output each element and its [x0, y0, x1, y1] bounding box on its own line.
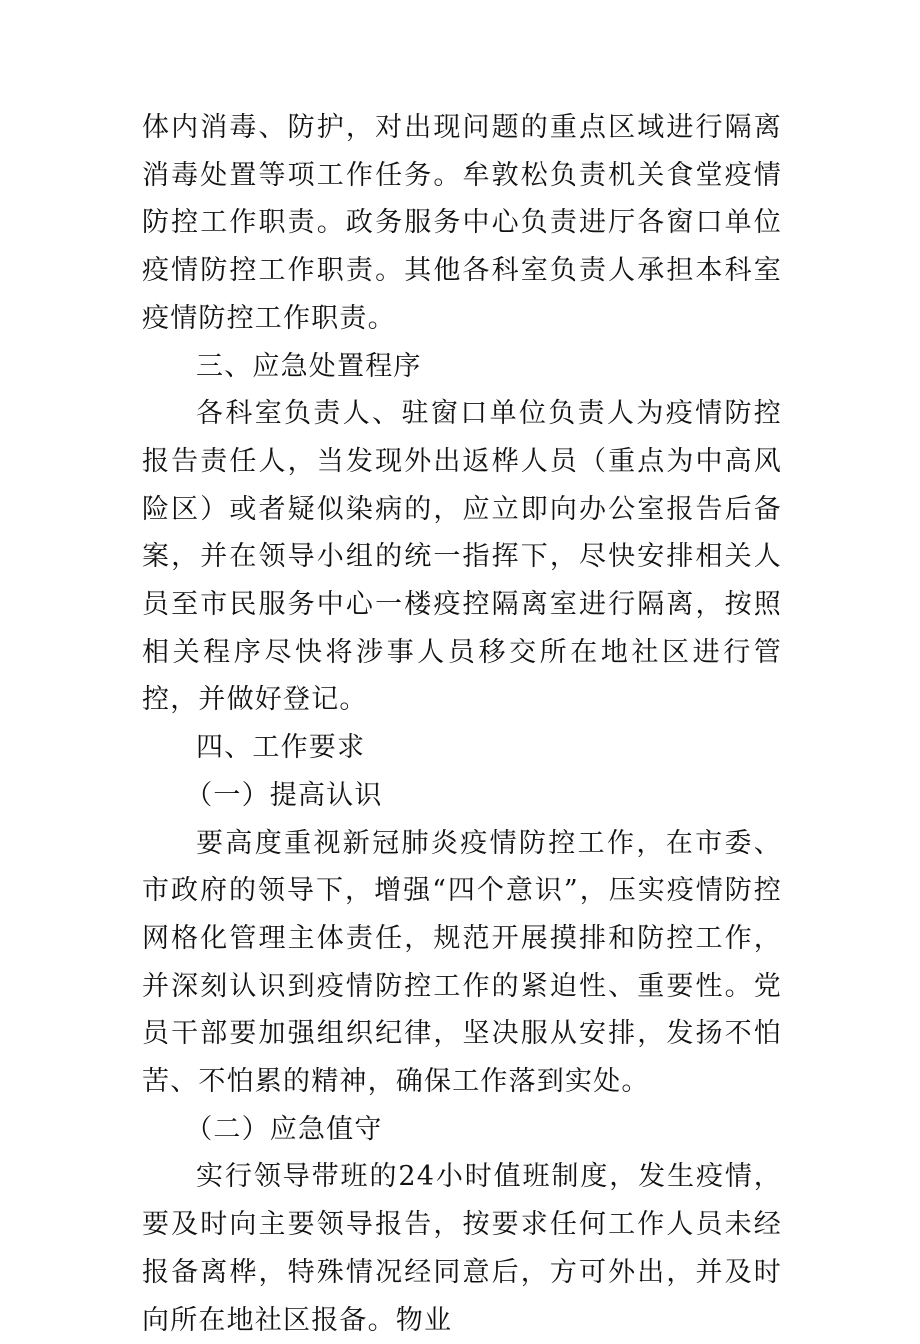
document-body — [142, 104, 782, 1344]
section-heading-work-requirements: 四、工作要求 — [196, 732, 366, 764]
subheading-emergency-duty: （二）应急值守 — [185, 1113, 383, 1145]
paragraph-emergency-procedure: 各科室负责人、驻窗口单位负责人为疫情防控报告责任人，当发现外出返桦人员（重点为中高风险区）或者疑似染病的，应立即向办公室报告后备案，并在领导小组的统一指挥下，尽快安排相关人员至市民服务中心一楼疫控隔离室进行隔离，按照相关程序尽快将涉事人员移交所在地社区进行管控，并做好登记。 — [142, 398, 782, 716]
paragraph-continuation: 体内消毒、防护，对出现问题的重点区域进行隔离消毒处置等项工作任务。牟敦松负责机关食堂疫情防控工作职责。政务服务中心负责进厅各窗口单位疫情防控工作职责。其他各科室负责人承担本科室疫情防控工作职责。 — [142, 112, 782, 334]
paragraph-emergency-duty: 实行领导带班的24小时值班制度，发生疫情，要及时向主要领导报告，按要求任何工作人员未经报备离桦，特殊情况经同意后，方可外出，并及时向所在地社区报备。物业 — [142, 1161, 782, 1336]
paragraph-raise-awareness: 要高度重视新冠肺炎疫情防控工作，在市委、市政府的领导下，增强“四个意识”，压实疫情防控网格化管理主体责任，规范开展摸排和防控工作，并深刻认识到疫情防控工作的紧迫性、重要性。党员干部要加强组织纪律，坚决服从安排，发扬不怕苦、不怕累的精神，确保工作落到实处。 — [142, 827, 782, 1098]
section-heading-emergency-procedure: 三、应急处置程序 — [196, 350, 422, 382]
subheading-raise-awareness: （一）提高认识 — [185, 779, 383, 811]
